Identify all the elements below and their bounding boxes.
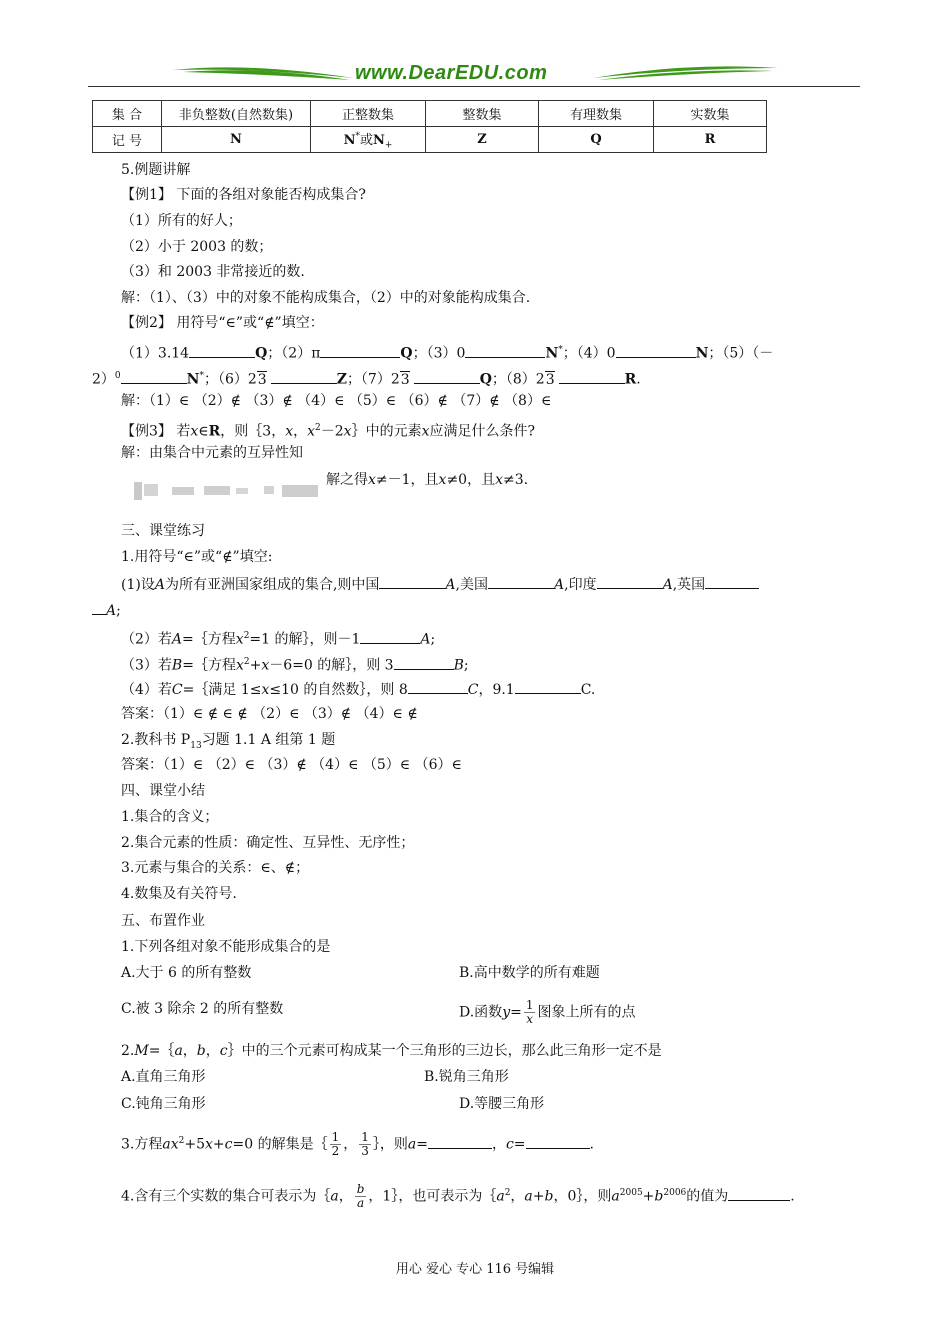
- table-cell: 记 号: [93, 127, 162, 153]
- table-cell: Z: [426, 127, 539, 153]
- practice-1-item: (1)设A为所有亚洲国家组成的集合,则中国 A,美国 A,印度 A,英国: [121, 574, 759, 595]
- practice-2-title: 2.教科书 $P_{13}$习题 1.1 A 组第 1 题: [121, 732, 336, 751]
- example-1-answer: 解：（1）、（3）中的对象不能构成集合，（2）中的对象能构成集合.: [121, 290, 531, 306]
- example-2-line-1: （1）3.14 Q；（2）π Q；（3）0 N*；（4）0 N；（5）（－: [121, 340, 773, 364]
- homework-2-option-c: C.钝角三角形: [121, 1096, 206, 1112]
- practice-1-item: （2）若A=｛方程$x^2=1$ 的解｝，则－1 A;: [121, 626, 435, 650]
- example-2-answer: 解：（1）∈ （2）∉ （3）∉ （4）∈ （5）∈ （6）∉ （7）∉ （8）∈: [121, 393, 552, 409]
- table-cell: 有理数集: [539, 101, 654, 127]
- homework-1-option-c: C.被 3 除余 2 的所有整数: [121, 1001, 284, 1017]
- homework-3: 3.方程$ax^2+5x+c=0$ 的解集是｛ $\frac{1}{2}$ ， $\frac{1}{3}$ ｝，则a= ，c= .: [121, 1130, 594, 1159]
- example-2-title: 【例2】 用符号“∈”或“∉”填空：: [121, 315, 324, 331]
- table-cell: 整数集: [426, 101, 539, 127]
- example-3-solution: 解之得x≠－1，且x≠0，且x≠3.: [326, 472, 529, 488]
- practice-1-answer: 答案：（1）∈ ∉ ∈ ∉ （2）∈ （3）∉ （4）∈ ∉: [121, 706, 418, 722]
- homework-2-option-d: D.等腰三角形: [459, 1096, 545, 1112]
- formula-image: [132, 478, 322, 504]
- practice-1-item: （3）若B=｛方程$x^2+x-6=0$ 的解｝，则 3 B;: [121, 652, 469, 676]
- table-row: [93, 127, 767, 153]
- section-heading: 5.例题讲解: [121, 162, 191, 178]
- example-3-title: 【例3】 若x∈R，则｛3，x，$x^2-2x\}$中的元素x应满足什么条件?: [121, 423, 535, 440]
- homework-1-option-a: A.大于 6 的所有整数: [121, 965, 252, 981]
- header-rule: [88, 86, 860, 87]
- table-cell: Q: [539, 127, 654, 153]
- page-footer: 用心 爱心 专心 116 号编辑: [395, 1262, 555, 1277]
- homework-1-option-b: B.高中数学的所有难题: [459, 965, 600, 981]
- table-cell: N: [162, 127, 311, 153]
- section-heading: 三、课堂练习: [121, 523, 205, 539]
- homework-2-option-a: A.直角三角形: [121, 1069, 206, 1085]
- table-cell: R: [654, 127, 767, 153]
- section-heading: 四、课堂小结: [121, 783, 205, 799]
- summary-item: 4.数集及有关符号.: [121, 886, 237, 902]
- summary-item: 2.集合元素的性质：确定性、互异性、无序性；: [121, 835, 415, 851]
- section-heading: 五、布置作业: [121, 913, 205, 929]
- table-cell: 集 合: [93, 101, 162, 127]
- example-3-answer: 解：由集合中元素的互异性知: [121, 445, 303, 461]
- table-cell: 正整数集: [311, 101, 426, 127]
- number-sets-table: [92, 100, 767, 153]
- summary-item: 1.集合的含义；: [121, 809, 219, 825]
- practice-1-title: 1.用符号“∈”或“∉”填空:: [121, 549, 273, 565]
- example-2-line-2: 2）$^0$ N*；（6）23 Z；（7）23 Q；（8）23 R.: [92, 366, 641, 390]
- table-row: [93, 101, 767, 127]
- homework-4: 4.含有三个实数的集合可表示为｛a， $\frac{b}{a}$ ，1｝，也可表示为$\{a^2$，a+b，0｝，则$a^{2005}+b^{2006}$的值为 .: [121, 1182, 795, 1211]
- homework-1-option-d: D.函数y= $\frac{1}{x}$ 图象上所有的点: [459, 998, 636, 1026]
- table-cell: 实数集: [654, 101, 767, 127]
- practice-1-item: （4）若C=｛满足 1≤x≤10 的自然数｝，则 8 C，9.1 C.: [121, 679, 595, 700]
- example-1-item: （3）和 2003 非常接近的数.: [121, 264, 305, 280]
- site-logo[interactable]: www.DearEDU.com: [355, 62, 548, 84]
- summary-item: 3.元素与集合的关系：∈、∉；: [121, 860, 310, 876]
- homework-1-title: 1.下列各组对象不能形成集合的是: [121, 939, 331, 955]
- homework-2-option-b: B.锐角三角形: [424, 1069, 509, 1085]
- table-cell: 非负整数(自然数集): [162, 101, 311, 127]
- example-1-item: （2）小于 2003 的数；: [121, 239, 273, 255]
- homework-2-title: 2.M=｛a，b，c｝中的三个元素可构成某一个三角形的三边长，那么此三角形一定不是: [121, 1043, 662, 1059]
- example-1-title: 【例1】 下面的各组对象能否构成集合?: [121, 187, 366, 203]
- table-cell: N*或$N_+$: [311, 127, 426, 153]
- practice-2-answer: 答案：（1）∈ （2）∈ （3）∉ （4）∈ （5）∈ （6）∈: [121, 757, 462, 773]
- practice-1-item-cont: A;: [92, 600, 121, 621]
- example-1-item: （1）所有的好人；: [121, 213, 242, 229]
